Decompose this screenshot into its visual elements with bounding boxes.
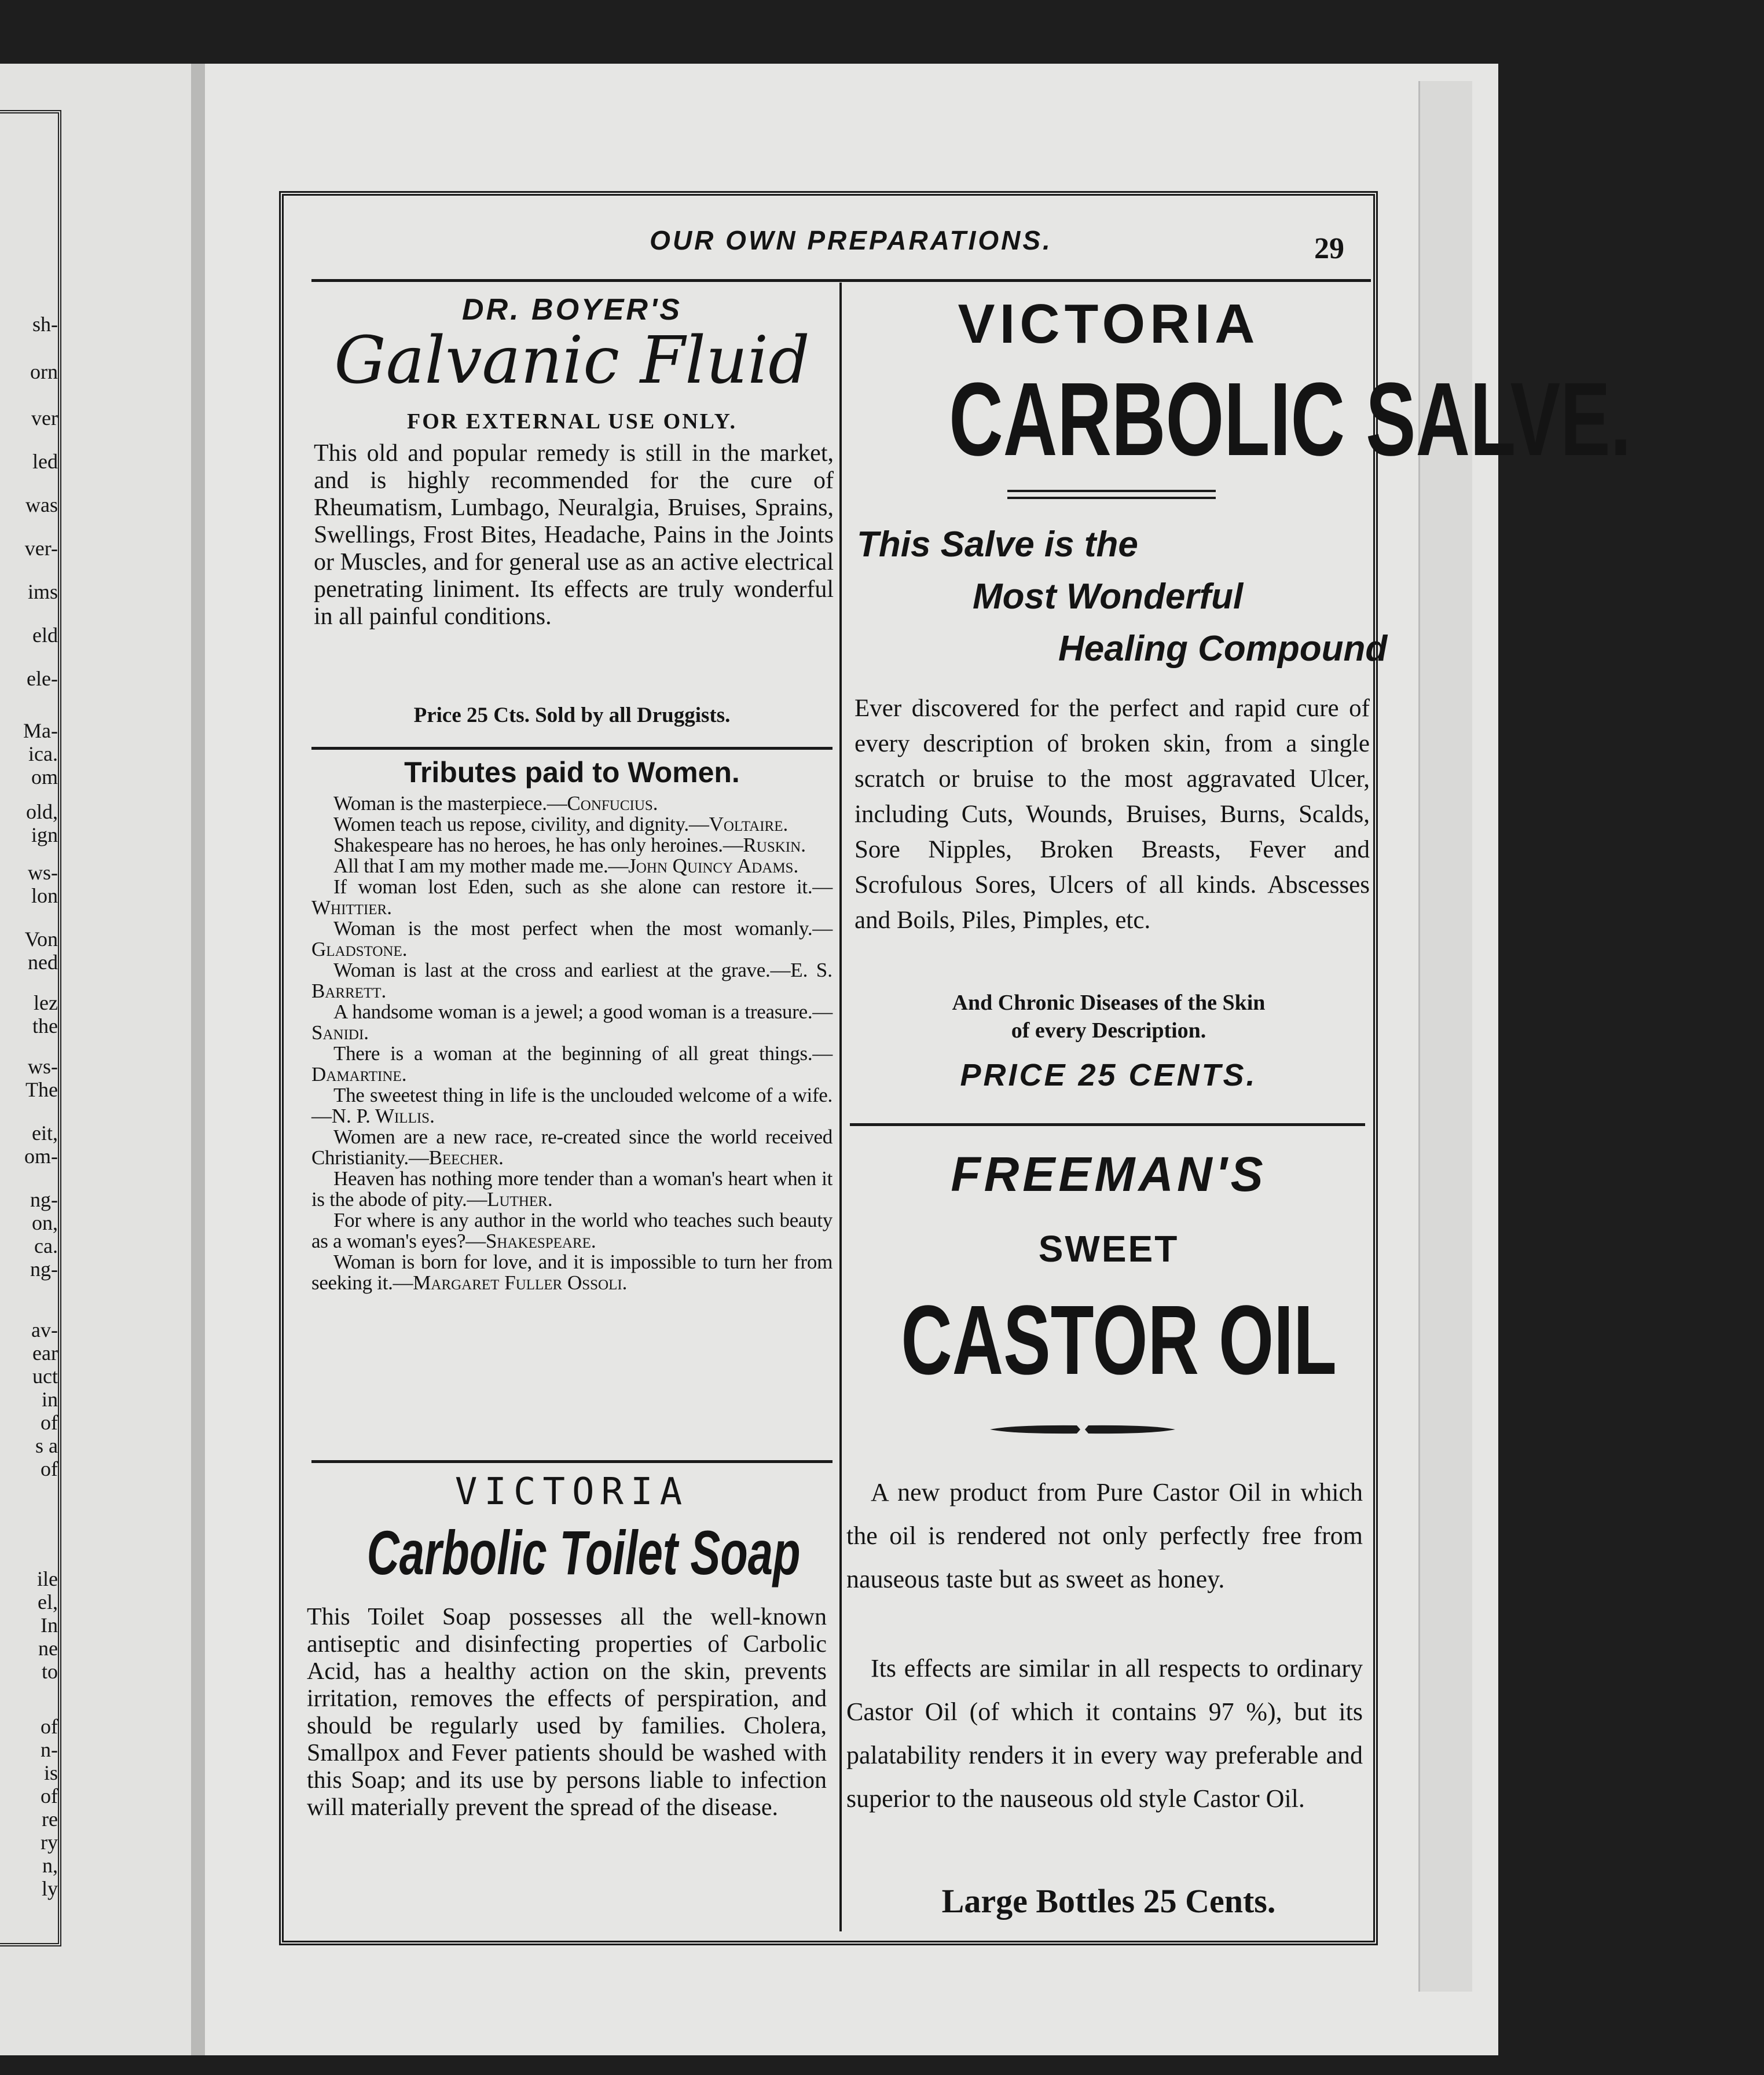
tribute-author: Sanidi. <box>311 1021 369 1044</box>
facing-page-fragment: is <box>43 1761 58 1784</box>
tribute-text: If woman lost Eden, such as she alone can restore it.— <box>333 875 833 898</box>
tribute-quote <box>311 1127 833 1168</box>
facing-page-fragment: uct <box>32 1365 58 1388</box>
facing-page-fragment: lez <box>34 991 58 1014</box>
tribute-text: Shakespeare has no heroes, he has only heroines.— <box>333 834 743 856</box>
facing-page-fragment: av- <box>31 1318 58 1341</box>
castor-sweet: SWEET <box>1038 1228 1179 1270</box>
salve-tagline-1: This Salve is the <box>857 525 1138 564</box>
facing-page-fragment: om- <box>24 1145 58 1168</box>
tribute-quote <box>311 814 833 835</box>
castor-maker: FREEMAN'S <box>951 1147 1267 1201</box>
soap-body: This Toilet Soap possesses all the well-known antiseptic and disinfecting properties of Carbolic Acid, has a healthy action on the skin, prevents irritation, removes the effects of perspiration, and should be regularly used by families. Cholera, Smallpox and Fever patients should be washed with this Soap; and its use by persons liable to infection will materially prevent the spread of the disease. <box>307 1604 827 1821</box>
facing-page-fragment: orn <box>30 360 58 383</box>
galvanic-body: This old and popular remedy is still in the market, and is highly recommended for the cure of Rheumatism, Lumbago, Neuralgia, Bruises, Sprains, Swellings, Frost Bites, Headache, Pains in the Joints or Muscles, and for general use as an active electrical penetrating liniment. Its effects are truly wonderful in all painful conditions. <box>314 440 834 630</box>
tribute-text: All that I am my mother made me.— <box>333 855 629 877</box>
header-rule <box>311 279 1371 282</box>
facing-page-fragment: ry <box>41 1831 58 1854</box>
galvanic-title: Galvanic Fluid <box>334 323 810 398</box>
tribute-author: Shakespeare. <box>485 1230 596 1252</box>
facing-page-fragment: of <box>41 1411 58 1434</box>
facing-page-fragment: old, <box>25 800 58 823</box>
tribute-text: Woman is the most perfect when the most womanly.— <box>333 917 833 940</box>
tribute-text: The sweetest thing in life is the unclouded welcome of a wife.— <box>311 1084 833 1127</box>
book-gutter <box>191 64 205 2055</box>
salve-chronic-1: And Chronic Diseases of the Skin <box>952 991 1266 1015</box>
column-divider <box>839 283 842 1931</box>
salve-title-text: CARBOLIC SALVE. <box>949 361 1631 478</box>
soap-title <box>283 1518 861 1589</box>
castor-title-text: CASTOR OIL <box>901 1285 1337 1395</box>
salve-tagline-2: Most Wonderful <box>973 577 1244 617</box>
tribute-author: Luther. <box>487 1188 553 1211</box>
facing-page-fragment: of <box>41 1715 58 1738</box>
facing-page-fragment: Ma- <box>23 719 58 742</box>
tribute-author: Voltaire. <box>709 813 789 835</box>
galvanic-price: Price 25 Cts. Sold by all Druggists. <box>413 703 731 727</box>
soap-brand: VICTORIA <box>454 1471 690 1513</box>
salve-tagline-3: Healing Compound <box>1058 629 1388 669</box>
salve-chronic-2: of every Description. <box>1011 1018 1206 1043</box>
facing-page-fragment: ng- <box>30 1258 58 1281</box>
facing-page-fragment: The <box>25 1078 58 1101</box>
facing-page-fragment: eld <box>32 624 58 647</box>
facing-page-fragment: ned <box>28 951 58 974</box>
tribute-author: Whittier. <box>311 896 392 919</box>
tribute-text: Woman is born for love, and it is impossible to turn her from seeking it.— <box>311 1251 833 1294</box>
tribute-author: Gladstone. <box>311 938 408 960</box>
facing-page-fragment: ver <box>31 406 58 430</box>
facing-page-fragment: In <box>41 1614 58 1637</box>
tribute-quote <box>311 856 833 877</box>
soap-title-text: Carbolic Toilet Soap <box>366 1517 801 1588</box>
facing-page-fragment: Von <box>24 927 58 951</box>
tribute-author: Confucius. <box>567 792 658 815</box>
tribute-text: Heaven has nothing more tender than a woman's heart when it is the abode of pity.— <box>311 1167 833 1211</box>
tribute-text: Women are a new race, re-created since the world received Christianity.— <box>311 1126 833 1169</box>
salve-rule <box>1007 490 1216 499</box>
tributes-list <box>311 793 833 1293</box>
galvanic-rule <box>311 747 833 750</box>
tribute-quote <box>311 1043 833 1085</box>
facing-page-fragment: ca. <box>34 1234 58 1258</box>
facing-page-fragment: el, <box>38 1590 58 1614</box>
tribute-text: For where is any author in the world who teaches such beauty as a woman's eyes?— <box>311 1209 833 1252</box>
facing-page-fragment: of <box>41 1457 58 1480</box>
facing-page-fragment: ear <box>32 1341 58 1365</box>
tribute-author: N. P. Willis. <box>331 1105 435 1127</box>
tribute-author: Margaret Fuller Ossoli. <box>413 1271 628 1294</box>
castor-price: Large Bottles 25 Cents. <box>941 1882 1276 1920</box>
salve-body: Ever discovered for the perfect and rapid cure of every description of broken skin, from a single scratch or bruise to the most aggravated Ulcer, including Cuts, Wounds, Bruises, Burns, Scalds, Sore Nipples, Broken Breasts, Fever and Scrofulous Sores, Ulcers of all kinds. Abscesses and Boils, Piles, Pimples, etc. <box>855 695 1370 934</box>
facing-page-fragment: the <box>32 1014 58 1038</box>
tribute-author: E. S. Barrett. <box>311 959 833 1002</box>
facing-page-fragment: ver- <box>24 537 58 560</box>
facing-page-fragment: ne <box>38 1637 58 1660</box>
facing-page-fragment: ele- <box>27 667 58 690</box>
tribute-text: Women teach us repose, civility, and dignity.— <box>333 813 709 835</box>
castor-title <box>816 1285 1401 1396</box>
facing-page-fragment: ica. <box>28 742 58 765</box>
tribute-quote <box>311 1002 833 1043</box>
salve-title <box>816 361 1631 478</box>
tribute-quote <box>311 918 833 960</box>
facing-page-fragment: ly <box>41 1877 58 1900</box>
salve-brand: VICTORIA <box>958 293 1260 355</box>
facing-page-fragment: n- <box>41 1738 58 1761</box>
salve-price: PRICE 25 CENTS. <box>960 1058 1257 1093</box>
tribute-text: Woman is the masterpiece.— <box>333 792 567 815</box>
facing-page-fragment: ign <box>31 823 58 846</box>
facing-page-fragment: ng- <box>30 1188 58 1211</box>
tribute-text: A handsome woman is a jewel; a good woman is a treasure.— <box>333 1000 833 1023</box>
tribute-quote <box>311 793 833 814</box>
facing-page-fragment: led <box>32 450 58 473</box>
tributes-title: Tributes paid to Women. <box>404 756 740 789</box>
facing-page-fragment: in <box>41 1388 58 1411</box>
facing-page-fragment: om <box>31 765 58 789</box>
facing-page-fragment: lon <box>31 884 58 907</box>
facing-page-fragment: was <box>25 493 58 516</box>
facing-page-fragment: eit, <box>32 1121 58 1145</box>
facing-page-fragment: ims <box>27 580 58 603</box>
tribute-text: Woman is last at the cross and earliest at the grave.— <box>333 959 791 981</box>
castor-ornament <box>990 1422 1175 1437</box>
facing-page-fragment: ws- <box>28 861 58 884</box>
tribute-quote <box>311 1085 833 1127</box>
castor-para-1: A new product from Pure Castor Oil in which the oil is rendered not only perfectly free from nauseous taste but as sweet as honey. <box>846 1478 1363 1593</box>
tribute-quote <box>311 1168 833 1210</box>
tribute-author: Beecher. <box>428 1146 504 1169</box>
page-number: 29 <box>1314 232 1344 265</box>
galvanic-maker: DR. BOYER'S <box>462 293 682 327</box>
tributes-rule <box>311 1460 833 1463</box>
tribute-author: Damartine. <box>311 1063 407 1086</box>
tribute-quote <box>311 835 833 856</box>
tribute-quote <box>311 960 833 1002</box>
tribute-quote <box>311 877 833 918</box>
facing-page-fragment: ile <box>37 1567 58 1590</box>
running-header: OUR OWN PREPARATIONS. <box>650 225 1052 255</box>
facing-page-fragment: s a <box>35 1434 58 1457</box>
facing-page-fragment: re <box>42 1808 58 1831</box>
facing-page-fragment: ws- <box>28 1055 58 1078</box>
facing-page-fragment: sh- <box>32 313 58 336</box>
tribute-quote <box>311 1210 833 1252</box>
facing-page-fragment: on, <box>32 1211 58 1234</box>
galvanic-notice: FOR EXTERNAL USE ONLY. <box>406 409 737 434</box>
tribute-quote <box>311 1252 833 1293</box>
salve-rule-bottom <box>850 1123 1365 1126</box>
castor-para-2: Its effects are similar in all respects to ordinary Castor Oil (of which it contains 97 %), but its palatability renders it in every way preferable and superior to the nauseous old style Castor Oil. <box>846 1654 1363 1813</box>
tribute-text: There is a woman at the beginning of all great things.— <box>333 1042 833 1065</box>
facing-page-fragment: n, <box>42 1854 58 1877</box>
tribute-author: John Quincy Adams. <box>628 855 799 877</box>
tribute-author: Ruskin. <box>743 834 806 856</box>
facing-page-fragment: to <box>41 1660 58 1683</box>
facing-page-fragment: of <box>41 1784 58 1808</box>
